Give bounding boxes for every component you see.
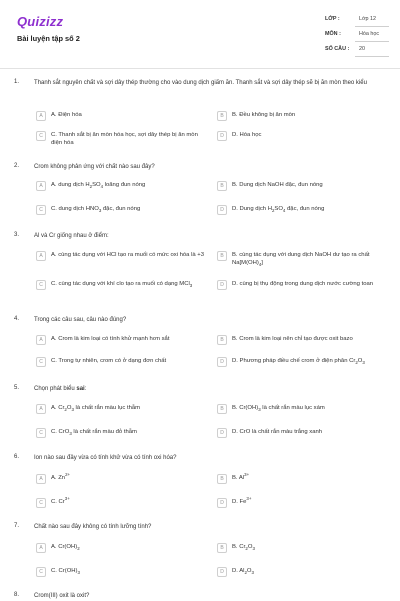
option-text: C. cùng tác dụng với khí clo tạo ra muối có dạng MCl$_3$: [51, 281, 193, 289]
question-number: 4.: [14, 316, 20, 322]
option-letter-box[interactable]: C: [36, 567, 46, 577]
header-divider: [0, 68, 400, 69]
option-text: D. Dung dịch $H_2SO_4$ đặc, đun nóng: [232, 206, 325, 214]
option-text: D. $Fe^{3+}$: [232, 496, 252, 505]
option-letter-box[interactable]: C: [36, 131, 46, 141]
option-text: D. Hóa học: [232, 132, 262, 138]
option-text: C. $Cr^{3+}$: [51, 496, 70, 505]
option-letter-box[interactable]: A: [36, 543, 46, 553]
quizizz-logo: Quizizz: [17, 14, 64, 29]
question-number: 2.: [14, 163, 20, 169]
question-number: 5.: [14, 385, 20, 391]
option-text: A. $Cr(OH)_2$: [51, 544, 80, 552]
meta-question-count: [325, 44, 389, 57]
option-letter-box[interactable]: A: [36, 111, 46, 121]
option-text: C. Trong tự nhiên, crom có ở dạng đơn chất: [51, 358, 167, 364]
question-number: 8.: [14, 592, 20, 598]
option-letter-box[interactable]: D: [217, 280, 227, 290]
option-letter-box[interactable]: B: [217, 474, 227, 484]
option-text: C. Thanh sắt bị ăn mòn hóa học, sợi dây thép bị ăn mòn điện hóa: [51, 132, 198, 146]
question-number: 3.: [14, 232, 20, 238]
question-text: Thanh sắt nguyên chất và sợi dây thép thường cho vào dung dịch giấm ăn. Thanh sắt và sợi dây thép sẽ bị ăn mòn theo kiểu: [34, 80, 367, 86]
question-number: 6.: [14, 454, 20, 460]
option-letter-box[interactable]: B: [217, 543, 227, 553]
option-text: B. Đều không bị ăn mòn: [232, 112, 296, 118]
question-text: Crom không phản ứng với chất nào sau đây?: [34, 164, 155, 170]
option-text: A. Crom là kim loại có tính khử mạnh hơn sắt: [51, 336, 170, 342]
question-number: 7.: [14, 523, 20, 529]
meta-grade-value: Lớp 12: [359, 16, 377, 22]
meta-subject-label: MÔN :: [325, 31, 341, 37]
option-letter-box[interactable]: B: [217, 181, 227, 191]
option-letter-box[interactable]: D: [217, 567, 227, 577]
meta-subject: [325, 29, 389, 42]
option-text: D. cùng bị thụ động trong dung dịch nước cường toan: [232, 281, 374, 287]
option-text: A. $Zn^{2+}$: [51, 472, 71, 481]
meta-question-count-value: 20: [359, 46, 365, 52]
option-text: D. Phương pháp điều chế crom ở điện phân $Cr_2O_3$: [232, 358, 365, 366]
option-letter-box[interactable]: D: [217, 205, 227, 215]
meta-question-count-label: SỐ CÂU :: [325, 46, 350, 52]
worksheet-header: [0, 0, 400, 68]
option-letter-box[interactable]: A: [36, 404, 46, 414]
option-letter-box[interactable]: D: [217, 131, 227, 141]
option-letter-box[interactable]: D: [217, 357, 227, 367]
question-text: Crom(III) oxit là oxit?: [34, 593, 90, 599]
meta-grade-label: LỚP :: [325, 16, 340, 22]
meta-subject-value: Hóa học: [359, 31, 380, 37]
option-letter-box[interactable]: B: [217, 335, 227, 345]
question-text: Al và Cr giống nhau ở điểm:: [34, 233, 109, 239]
option-text: B. Dung dịch NaOH đặc, đun nóng: [232, 182, 323, 188]
option-letter-box[interactable]: A: [36, 474, 46, 484]
option-text: A. $Cr_2O_3$ là chất rắn màu lục thẫm: [51, 405, 141, 413]
question-number: 1.: [14, 79, 20, 85]
option-text: D. CrO là chất rắn màu trắng xanh: [232, 429, 323, 435]
worksheet-title: Bài luyện tập số 2: [17, 34, 80, 43]
option-text: B. Crom là kim loại nên chỉ tạo được oxit bazo: [232, 336, 353, 342]
option-text: B. $Al^{3+}$: [232, 472, 250, 481]
option-text: A. cùng tác dụng với HCl tạo ra muối có mức oxi hóa là +3: [51, 252, 205, 258]
option-letter-box[interactable]: A: [36, 251, 46, 261]
option-letter-box[interactable]: C: [36, 498, 46, 508]
option-text: A. dung dịch $H_2SO_4$ loãng đun nóng: [51, 182, 146, 190]
option-text: A. Điện hóa: [51, 112, 82, 118]
question-text: Trong các câu sau, câu nào đúng?: [34, 317, 127, 323]
option-text: D. $Al_2O_3$: [232, 568, 254, 576]
meta-grade: [325, 14, 389, 27]
option-text: C. CrO$_3$ là chất rắn màu đỏ thẫm: [51, 429, 137, 437]
option-letter-box[interactable]: C: [36, 428, 46, 438]
option-text: B. $Cr(OH)_3$ là chất rắn màu lục xám: [232, 405, 325, 413]
option-letter-box[interactable]: D: [217, 498, 227, 508]
option-letter-box[interactable]: B: [217, 111, 227, 121]
option-letter-box[interactable]: C: [36, 205, 46, 215]
option-letter-box[interactable]: D: [217, 428, 227, 438]
option-letter-box[interactable]: A: [36, 335, 46, 345]
option-letter-box[interactable]: A: [36, 181, 46, 191]
option-letter-box[interactable]: B: [217, 251, 227, 261]
option-text: B. $Cr_2O_3$: [232, 544, 255, 552]
option-letter-box[interactable]: C: [36, 280, 46, 290]
option-text: C. $Cr(OH)_3$: [51, 568, 80, 576]
question-text: Chọn phát biểu sai:: [34, 386, 87, 392]
option-text: C. dung dịch $HNO_3$ đặc, đun nóng: [51, 206, 141, 214]
option-text: B. cùng tác dụng với dung dịch NaOH dư tạo ra chất $Na[M(OH)_4]$: [232, 252, 370, 267]
option-letter-box[interactable]: B: [217, 404, 227, 414]
question-text: Chất nào sau đây không có tính lưỡng tính?: [34, 524, 152, 530]
option-letter-box[interactable]: C: [36, 357, 46, 367]
question-text: Ion nào sau đây vừa có tính khử vừa có tính oxi hóa?: [34, 455, 177, 461]
